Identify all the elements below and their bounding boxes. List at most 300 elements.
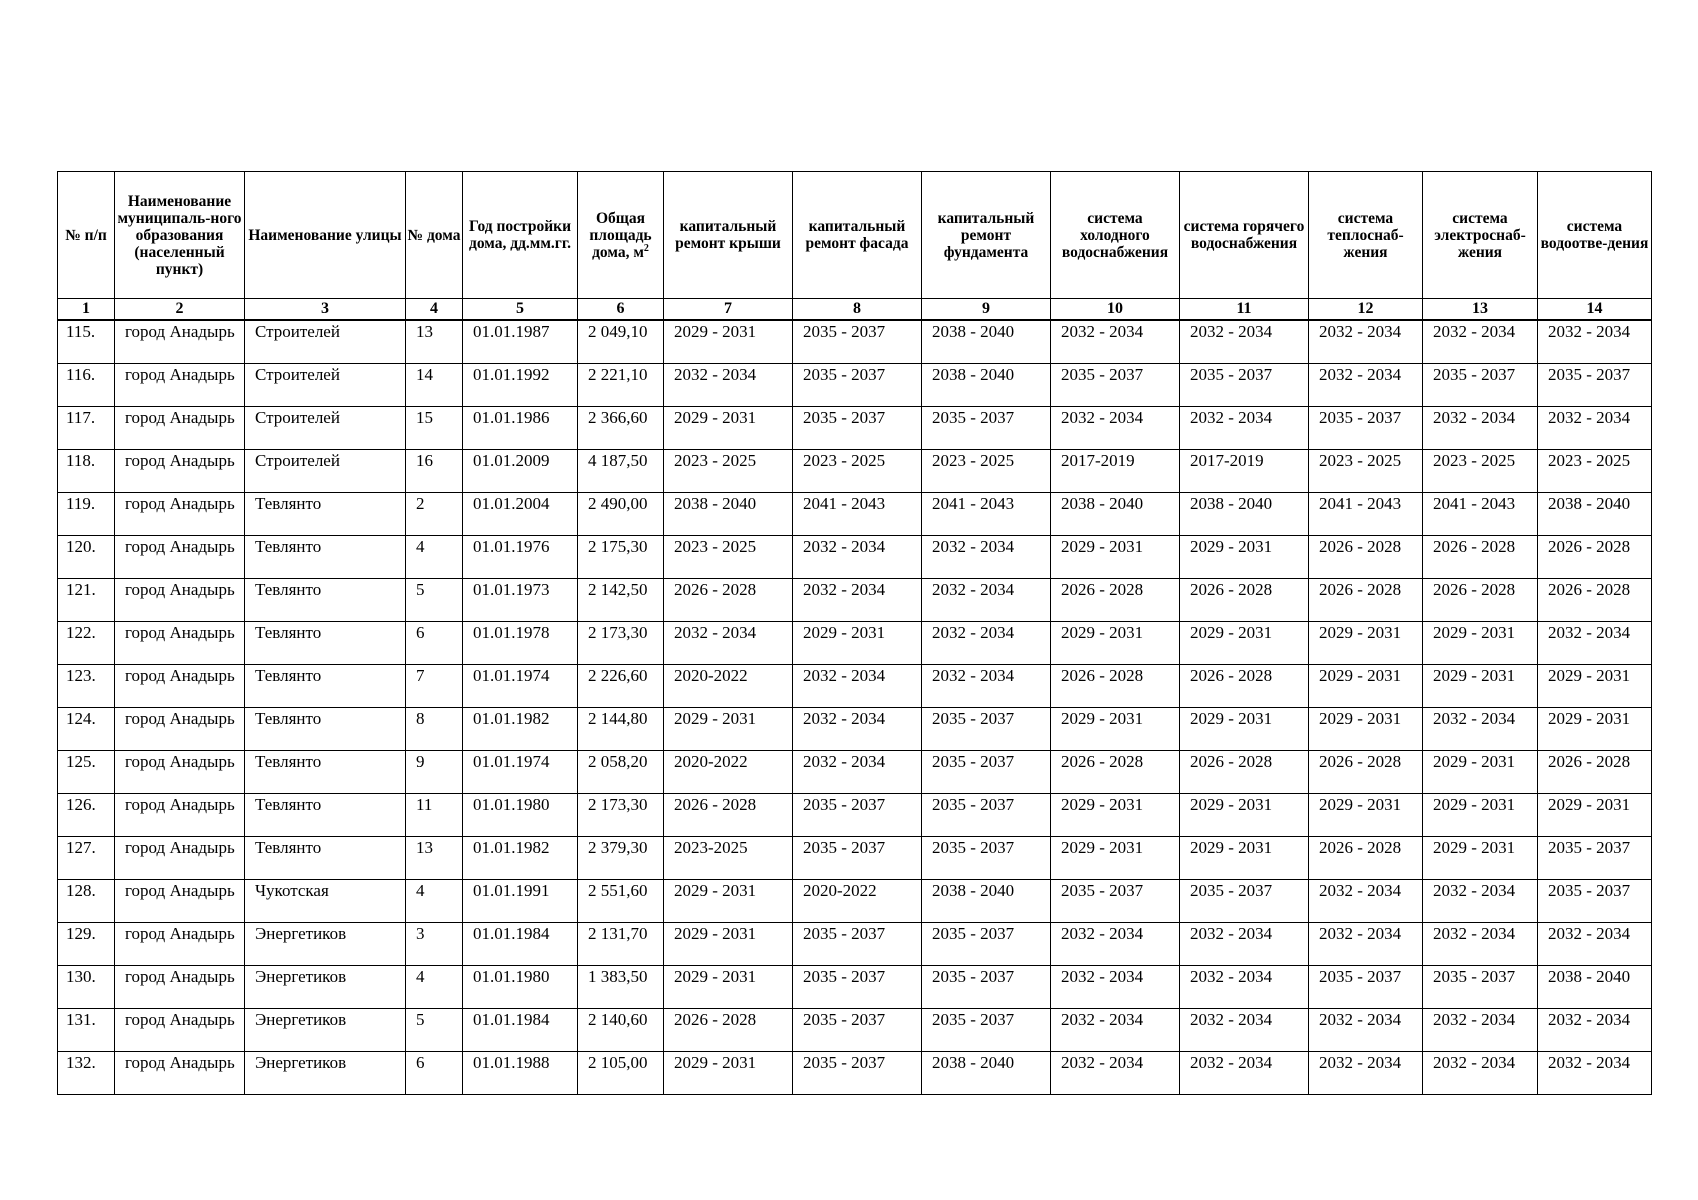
table-row	[58, 1009, 1652, 1052]
table-row	[58, 751, 1652, 794]
column-number: 14	[1538, 299, 1652, 321]
electricity-period-cell: 2023 - 2025	[1423, 450, 1538, 493]
drainage-period-cell: 2032 - 2034	[1538, 407, 1652, 450]
electricity-period-cell: 2035 - 2037	[1423, 966, 1538, 1009]
settlement-name-cell: город Анадырь	[115, 966, 245, 1009]
street-name-cell: Тевлянто	[245, 708, 406, 751]
electricity-period-cell: 2032 - 2034	[1423, 1052, 1538, 1095]
build-date-cell: 01.01.1973	[463, 579, 578, 622]
row-number-cell: 123.	[58, 665, 115, 708]
header-cell: Год постройки дома, дд.мм.гг.	[463, 172, 578, 299]
header-cell: № п/п	[58, 172, 115, 299]
column-number: 4	[406, 299, 463, 321]
street-name-cell: Строителей	[245, 407, 406, 450]
electricity-period-cell: 2029 - 2031	[1423, 837, 1538, 880]
roof-repair-period-cell: 2020-2022	[664, 751, 793, 794]
street-name-cell: Энергетиков	[245, 1052, 406, 1095]
total-area-cell: 2 490,00	[578, 493, 664, 536]
total-area-cell: 2 226,60	[578, 665, 664, 708]
house-number-cell: 5	[406, 579, 463, 622]
hot-water-period-cell: 2026 - 2028	[1180, 751, 1309, 794]
table-row	[58, 364, 1652, 407]
table-row	[58, 880, 1652, 923]
heating-period-cell: 2026 - 2028	[1309, 579, 1423, 622]
total-area-cell: 2 058,20	[578, 751, 664, 794]
total-area-cell: 2 173,30	[578, 794, 664, 837]
settlement-name-cell: город Анадырь	[115, 923, 245, 966]
foundation-repair-period-cell: 2038 - 2040	[922, 364, 1051, 407]
cold-water-period-cell: 2032 - 2034	[1051, 966, 1180, 1009]
roof-repair-period-cell: 2029 - 2031	[664, 880, 793, 923]
house-number-cell: 8	[406, 708, 463, 751]
hot-water-period-cell: 2029 - 2031	[1180, 536, 1309, 579]
heating-period-cell: 2032 - 2034	[1309, 1009, 1423, 1052]
house-number-cell: 4	[406, 966, 463, 1009]
build-date-cell: 01.01.1980	[463, 794, 578, 837]
roof-repair-period-cell: 2032 - 2034	[664, 364, 793, 407]
street-name-cell: Строителей	[245, 450, 406, 493]
house-number-cell: 15	[406, 407, 463, 450]
table-row	[58, 407, 1652, 450]
street-name-cell: Тевлянто	[245, 665, 406, 708]
street-name-cell: Тевлянто	[245, 751, 406, 794]
settlement-name-cell: город Анадырь	[115, 493, 245, 536]
cold-water-period-cell: 2026 - 2028	[1051, 665, 1180, 708]
hot-water-period-cell: 2026 - 2028	[1180, 579, 1309, 622]
row-number-cell: 125.	[58, 751, 115, 794]
street-name-cell: Энергетиков	[245, 966, 406, 1009]
table-row	[58, 837, 1652, 880]
row-number-cell: 119.	[58, 493, 115, 536]
table-row	[58, 493, 1652, 536]
facade-repair-period-cell: 2035 - 2037	[793, 320, 922, 364]
heating-period-cell: 2026 - 2028	[1309, 837, 1423, 880]
street-name-cell: Тевлянто	[245, 837, 406, 880]
header-cell: система холодного водоснабжения	[1051, 172, 1180, 299]
drainage-period-cell: 2026 - 2028	[1538, 751, 1652, 794]
build-date-cell: 01.01.1986	[463, 407, 578, 450]
foundation-repair-period-cell: 2032 - 2034	[922, 665, 1051, 708]
facade-repair-period-cell: 2035 - 2037	[793, 794, 922, 837]
column-number: 3	[245, 299, 406, 321]
foundation-repair-period-cell: 2035 - 2037	[922, 837, 1051, 880]
heating-period-cell: 2029 - 2031	[1309, 665, 1423, 708]
settlement-name-cell: город Анадырь	[115, 708, 245, 751]
column-number: 7	[664, 299, 793, 321]
foundation-repair-period-cell: 2032 - 2034	[922, 536, 1051, 579]
build-date-cell: 01.01.1982	[463, 708, 578, 751]
house-number-cell: 9	[406, 751, 463, 794]
house-number-cell: 13	[406, 837, 463, 880]
column-number: 6	[578, 299, 664, 321]
drainage-period-cell: 2032 - 2034	[1538, 1009, 1652, 1052]
row-number-cell: 115.	[58, 320, 115, 364]
total-area-cell: 2 144,80	[578, 708, 664, 751]
facade-repair-period-cell: 2035 - 2037	[793, 837, 922, 880]
house-number-cell: 4	[406, 880, 463, 923]
cold-water-period-cell: 2026 - 2028	[1051, 751, 1180, 794]
roof-repair-period-cell: 2026 - 2028	[664, 579, 793, 622]
foundation-repair-period-cell: 2023 - 2025	[922, 450, 1051, 493]
drainage-period-cell: 2038 - 2040	[1538, 966, 1652, 1009]
house-number-cell: 2	[406, 493, 463, 536]
electricity-period-cell: 2032 - 2034	[1423, 923, 1538, 966]
drainage-period-cell: 2032 - 2034	[1538, 622, 1652, 665]
table-row	[58, 1052, 1652, 1095]
foundation-repair-period-cell: 2035 - 2037	[922, 794, 1051, 837]
foundation-repair-period-cell: 2038 - 2040	[922, 320, 1051, 364]
row-number-cell: 124.	[58, 708, 115, 751]
roof-repair-period-cell: 2032 - 2034	[664, 622, 793, 665]
street-name-cell: Тевлянто	[245, 579, 406, 622]
total-area-cell: 2 140,60	[578, 1009, 664, 1052]
build-date-cell: 01.01.1980	[463, 966, 578, 1009]
total-area-cell: 4 187,50	[578, 450, 664, 493]
settlement-name-cell: город Анадырь	[115, 751, 245, 794]
drainage-period-cell: 2029 - 2031	[1538, 665, 1652, 708]
house-number-cell: 7	[406, 665, 463, 708]
settlement-name-cell: город Анадырь	[115, 794, 245, 837]
build-date-cell: 01.01.1984	[463, 923, 578, 966]
facade-repair-period-cell: 2035 - 2037	[793, 407, 922, 450]
foundation-repair-period-cell: 2032 - 2034	[922, 622, 1051, 665]
street-name-cell: Тевлянто	[245, 493, 406, 536]
drainage-period-cell: 2035 - 2037	[1538, 880, 1652, 923]
heating-period-cell: 2032 - 2034	[1309, 1052, 1423, 1095]
hot-water-period-cell: 2029 - 2031	[1180, 622, 1309, 665]
hot-water-period-cell: 2035 - 2037	[1180, 880, 1309, 923]
row-number-cell: 129.	[58, 923, 115, 966]
hot-water-period-cell: 2026 - 2028	[1180, 665, 1309, 708]
row-number-cell: 116.	[58, 364, 115, 407]
facade-repair-period-cell: 2035 - 2037	[793, 1009, 922, 1052]
column-number: 11	[1180, 299, 1309, 321]
facade-repair-period-cell: 2041 - 2043	[793, 493, 922, 536]
header-cell: капитальный ремонт фундамента	[922, 172, 1051, 299]
foundation-repair-period-cell: 2035 - 2037	[922, 1009, 1051, 1052]
roof-repair-period-cell: 2023 - 2025	[664, 536, 793, 579]
settlement-name-cell: город Анадырь	[115, 622, 245, 665]
cold-water-period-cell: 2035 - 2037	[1051, 364, 1180, 407]
cold-water-period-cell: 2017-2019	[1051, 450, 1180, 493]
electricity-period-cell: 2029 - 2031	[1423, 751, 1538, 794]
foundation-repair-period-cell: 2035 - 2037	[922, 708, 1051, 751]
row-number-cell: 121.	[58, 579, 115, 622]
row-number-cell: 122.	[58, 622, 115, 665]
facade-repair-period-cell: 2035 - 2037	[793, 966, 922, 1009]
header-area-label: Общая площадь дома, м	[589, 209, 652, 261]
cold-water-period-cell: 2029 - 2031	[1051, 622, 1180, 665]
heating-period-cell: 2032 - 2034	[1309, 364, 1423, 407]
electricity-period-cell: 2026 - 2028	[1423, 579, 1538, 622]
cold-water-period-cell: 2029 - 2031	[1051, 837, 1180, 880]
heating-period-cell: 2023 - 2025	[1309, 450, 1423, 493]
electricity-period-cell: 2032 - 2034	[1423, 708, 1538, 751]
row-number-cell: 128.	[58, 880, 115, 923]
heating-period-cell: 2032 - 2034	[1309, 880, 1423, 923]
header-cell: Наименование муниципаль-ного образования (населенный пункт)	[115, 172, 245, 299]
build-date-cell: 01.01.1982	[463, 837, 578, 880]
header-cell: капитальный ремонт фасада	[793, 172, 922, 299]
drainage-period-cell: 2035 - 2037	[1538, 837, 1652, 880]
header-cell: капитальный ремонт крыши	[664, 172, 793, 299]
settlement-name-cell: город Анадырь	[115, 1052, 245, 1095]
header-row	[58, 172, 1652, 299]
roof-repair-period-cell: 2026 - 2028	[664, 794, 793, 837]
header-cell: система теплоснаб-жения	[1309, 172, 1423, 299]
hot-water-period-cell: 2032 - 2034	[1180, 407, 1309, 450]
drainage-period-cell: 2026 - 2028	[1538, 579, 1652, 622]
foundation-repair-period-cell: 2041 - 2043	[922, 493, 1051, 536]
foundation-repair-period-cell: 2032 - 2034	[922, 579, 1051, 622]
facade-repair-period-cell: 2035 - 2037	[793, 1052, 922, 1095]
cold-water-period-cell: 2029 - 2031	[1051, 708, 1180, 751]
electricity-period-cell: 2029 - 2031	[1423, 622, 1538, 665]
roof-repair-period-cell: 2029 - 2031	[664, 1052, 793, 1095]
heating-period-cell: 2035 - 2037	[1309, 966, 1423, 1009]
table-row	[58, 579, 1652, 622]
build-date-cell: 01.01.1978	[463, 622, 578, 665]
electricity-period-cell: 2041 - 2043	[1423, 493, 1538, 536]
drainage-period-cell: 2035 - 2037	[1538, 364, 1652, 407]
table-body	[58, 320, 1652, 1095]
row-number-cell: 127.	[58, 837, 115, 880]
foundation-repair-period-cell: 2035 - 2037	[922, 966, 1051, 1009]
table-row	[58, 320, 1652, 364]
build-date-cell: 01.01.1987	[463, 320, 578, 364]
cold-water-period-cell: 2029 - 2031	[1051, 536, 1180, 579]
roof-repair-period-cell: 2038 - 2040	[664, 493, 793, 536]
house-number-cell: 16	[406, 450, 463, 493]
header-cell: система водоотве-дения	[1538, 172, 1652, 299]
heating-period-cell: 2041 - 2043	[1309, 493, 1423, 536]
street-name-cell: Тевлянто	[245, 794, 406, 837]
street-name-cell: Энергетиков	[245, 1009, 406, 1052]
build-date-cell: 01.01.1974	[463, 751, 578, 794]
table-row	[58, 794, 1652, 837]
total-area-cell: 2 366,60	[578, 407, 664, 450]
heating-period-cell: 2029 - 2031	[1309, 708, 1423, 751]
cold-water-period-cell: 2038 - 2040	[1051, 493, 1180, 536]
cold-water-period-cell: 2029 - 2031	[1051, 794, 1180, 837]
electricity-period-cell: 2029 - 2031	[1423, 665, 1538, 708]
drainage-period-cell: 2032 - 2034	[1538, 923, 1652, 966]
settlement-name-cell: город Анадырь	[115, 407, 245, 450]
foundation-repair-period-cell: 2038 - 2040	[922, 1052, 1051, 1095]
header-cell-area	[578, 172, 664, 299]
header-cell: система электроснаб-жения	[1423, 172, 1538, 299]
repair-schedule-table	[57, 171, 1652, 1095]
heating-period-cell: 2026 - 2028	[1309, 536, 1423, 579]
hot-water-period-cell: 2029 - 2031	[1180, 708, 1309, 751]
facade-repair-period-cell: 2035 - 2037	[793, 364, 922, 407]
electricity-period-cell: 2032 - 2034	[1423, 1009, 1538, 1052]
hot-water-period-cell: 2032 - 2034	[1180, 320, 1309, 364]
drainage-period-cell: 2038 - 2040	[1538, 493, 1652, 536]
table-row	[58, 923, 1652, 966]
table-row	[58, 665, 1652, 708]
column-number: 12	[1309, 299, 1423, 321]
build-date-cell: 01.01.1976	[463, 536, 578, 579]
street-name-cell: Тевлянто	[245, 536, 406, 579]
settlement-name-cell: город Анадырь	[115, 579, 245, 622]
build-date-cell: 01.01.1992	[463, 364, 578, 407]
build-date-cell: 01.01.1984	[463, 1009, 578, 1052]
roof-repair-period-cell: 2029 - 2031	[664, 320, 793, 364]
foundation-repair-period-cell: 2038 - 2040	[922, 880, 1051, 923]
header-cell: № дома	[406, 172, 463, 299]
column-number: 10	[1051, 299, 1180, 321]
foundation-repair-period-cell: 2035 - 2037	[922, 923, 1051, 966]
heating-period-cell: 2029 - 2031	[1309, 622, 1423, 665]
settlement-name-cell: город Анадырь	[115, 1009, 245, 1052]
settlement-name-cell: город Анадырь	[115, 320, 245, 364]
cold-water-period-cell: 2032 - 2034	[1051, 923, 1180, 966]
hot-water-period-cell: 2035 - 2037	[1180, 364, 1309, 407]
electricity-period-cell: 2026 - 2028	[1423, 536, 1538, 579]
electricity-period-cell: 2032 - 2034	[1423, 407, 1538, 450]
street-name-cell: Строителей	[245, 364, 406, 407]
facade-repair-period-cell: 2029 - 2031	[793, 622, 922, 665]
drainage-period-cell: 2032 - 2034	[1538, 1052, 1652, 1095]
cold-water-period-cell: 2032 - 2034	[1051, 1009, 1180, 1052]
total-area-cell: 1 383,50	[578, 966, 664, 1009]
header-cell: система горячего водоснабжения	[1180, 172, 1309, 299]
roof-repair-period-cell: 2029 - 2031	[664, 708, 793, 751]
settlement-name-cell: город Анадырь	[115, 450, 245, 493]
heating-period-cell: 2026 - 2028	[1309, 751, 1423, 794]
heating-period-cell: 2032 - 2034	[1309, 923, 1423, 966]
build-date-cell: 01.01.2009	[463, 450, 578, 493]
build-date-cell: 01.01.1991	[463, 880, 578, 923]
hot-water-period-cell: 2038 - 2040	[1180, 493, 1309, 536]
facade-repair-period-cell: 2032 - 2034	[793, 536, 922, 579]
house-number-cell: 13	[406, 320, 463, 364]
heating-period-cell: 2032 - 2034	[1309, 320, 1423, 364]
roof-repair-period-cell: 2029 - 2031	[664, 407, 793, 450]
cold-water-period-cell: 2035 - 2037	[1051, 880, 1180, 923]
column-number: 13	[1423, 299, 1538, 321]
street-name-cell: Тевлянто	[245, 622, 406, 665]
column-number: 9	[922, 299, 1051, 321]
table-row	[58, 622, 1652, 665]
table-row	[58, 966, 1652, 1009]
settlement-name-cell: город Анадырь	[115, 837, 245, 880]
facade-repair-period-cell: 2032 - 2034	[793, 751, 922, 794]
electricity-period-cell: 2035 - 2037	[1423, 364, 1538, 407]
roof-repair-period-cell: 2026 - 2028	[664, 1009, 793, 1052]
settlement-name-cell: город Анадырь	[115, 364, 245, 407]
house-number-cell: 14	[406, 364, 463, 407]
facade-repair-period-cell: 2032 - 2034	[793, 579, 922, 622]
settlement-name-cell: город Анадырь	[115, 880, 245, 923]
header-cell: Наименование улицы	[245, 172, 406, 299]
total-area-cell: 2 379,30	[578, 837, 664, 880]
roof-repair-period-cell: 2029 - 2031	[664, 966, 793, 1009]
row-number-cell: 132.	[58, 1052, 115, 1095]
column-number: 2	[115, 299, 245, 321]
header-area-unit: 2	[643, 242, 649, 254]
electricity-period-cell: 2032 - 2034	[1423, 880, 1538, 923]
house-number-cell: 4	[406, 536, 463, 579]
electricity-period-cell: 2032 - 2034	[1423, 320, 1538, 364]
hot-water-period-cell: 2032 - 2034	[1180, 1009, 1309, 1052]
settlement-name-cell: город Анадырь	[115, 536, 245, 579]
hot-water-period-cell: 2032 - 2034	[1180, 923, 1309, 966]
total-area-cell: 2 049,10	[578, 320, 664, 364]
roof-repair-period-cell: 2023-2025	[664, 837, 793, 880]
facade-repair-period-cell: 2032 - 2034	[793, 708, 922, 751]
total-area-cell: 2 142,50	[578, 579, 664, 622]
drainage-period-cell: 2023 - 2025	[1538, 450, 1652, 493]
total-area-cell: 2 551,60	[578, 880, 664, 923]
cold-water-period-cell: 2026 - 2028	[1051, 579, 1180, 622]
build-date-cell: 01.01.1974	[463, 665, 578, 708]
row-number-cell: 126.	[58, 794, 115, 837]
facade-repair-period-cell: 2035 - 2037	[793, 923, 922, 966]
build-date-cell: 01.01.1988	[463, 1052, 578, 1095]
hot-water-period-cell: 2029 - 2031	[1180, 837, 1309, 880]
total-area-cell: 2 105,00	[578, 1052, 664, 1095]
column-number: 5	[463, 299, 578, 321]
document-page	[57, 171, 1651, 1095]
row-number-cell: 118.	[58, 450, 115, 493]
cold-water-period-cell: 2032 - 2034	[1051, 320, 1180, 364]
settlement-name-cell: город Анадырь	[115, 665, 245, 708]
hot-water-period-cell: 2029 - 2031	[1180, 794, 1309, 837]
street-name-cell: Строителей	[245, 320, 406, 364]
hot-water-period-cell: 2032 - 2034	[1180, 1052, 1309, 1095]
row-number-cell: 117.	[58, 407, 115, 450]
column-number: 8	[793, 299, 922, 321]
house-number-cell: 6	[406, 622, 463, 665]
electricity-period-cell: 2029 - 2031	[1423, 794, 1538, 837]
facade-repair-period-cell: 2020-2022	[793, 880, 922, 923]
roof-repair-period-cell: 2020-2022	[664, 665, 793, 708]
table-row	[58, 536, 1652, 579]
house-number-cell: 6	[406, 1052, 463, 1095]
total-area-cell: 2 175,30	[578, 536, 664, 579]
facade-repair-period-cell: 2023 - 2025	[793, 450, 922, 493]
table-row	[58, 708, 1652, 751]
foundation-repair-period-cell: 2035 - 2037	[922, 407, 1051, 450]
drainage-period-cell: 2029 - 2031	[1538, 794, 1652, 837]
total-area-cell: 2 131,70	[578, 923, 664, 966]
roof-repair-period-cell: 2029 - 2031	[664, 923, 793, 966]
row-number-cell: 120.	[58, 536, 115, 579]
drainage-period-cell: 2029 - 2031	[1538, 708, 1652, 751]
column-number-row	[58, 299, 1652, 321]
build-date-cell: 01.01.2004	[463, 493, 578, 536]
row-number-cell: 130.	[58, 966, 115, 1009]
drainage-period-cell: 2032 - 2034	[1538, 320, 1652, 364]
total-area-cell: 2 173,30	[578, 622, 664, 665]
column-number: 1	[58, 299, 115, 321]
row-number-cell: 131.	[58, 1009, 115, 1052]
hot-water-period-cell: 2032 - 2034	[1180, 966, 1309, 1009]
house-number-cell: 3	[406, 923, 463, 966]
table-row	[58, 450, 1652, 493]
facade-repair-period-cell: 2032 - 2034	[793, 665, 922, 708]
street-name-cell: Энергетиков	[245, 923, 406, 966]
heating-period-cell: 2035 - 2037	[1309, 407, 1423, 450]
house-number-cell: 5	[406, 1009, 463, 1052]
cold-water-period-cell: 2032 - 2034	[1051, 1052, 1180, 1095]
cold-water-period-cell: 2032 - 2034	[1051, 407, 1180, 450]
roof-repair-period-cell: 2023 - 2025	[664, 450, 793, 493]
drainage-period-cell: 2026 - 2028	[1538, 536, 1652, 579]
hot-water-period-cell: 2017-2019	[1180, 450, 1309, 493]
